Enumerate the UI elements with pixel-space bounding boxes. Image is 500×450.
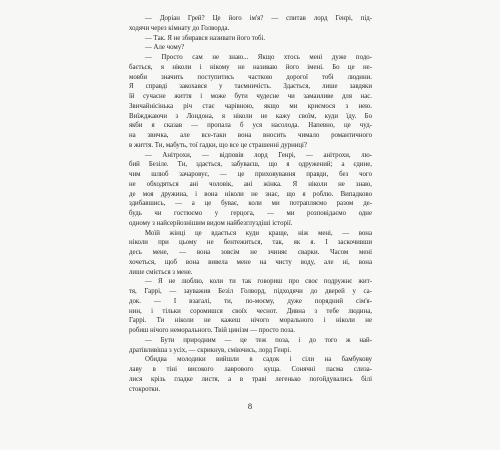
text-line: Обидва молодики вийшли в садок і сіли на бамбукову bbox=[145, 356, 372, 364]
text-line: мовби значить поступитись часткою дорогої тобі людини. bbox=[129, 73, 372, 81]
text-line: ніколи при цьому не бентежиться, так, як я. І заскочивши bbox=[129, 239, 372, 247]
text-line: будь чи гостюємо у герцога, — ми розповідаємо одне bbox=[129, 210, 372, 217]
text-line: — Але чому? bbox=[145, 44, 185, 52]
text-line: десь мене, — вона зовсім не зчиняє сварки. Часом мені bbox=[129, 249, 372, 256]
text-line: стокротки. bbox=[129, 385, 161, 393]
text-line: — Я не люблю, коли ти так говориш про своє подружнє жит- bbox=[145, 278, 372, 286]
text-line: в життя. Ти, мабуть, тої гадки, що все це страшенні дурниці? bbox=[129, 141, 308, 149]
text-line: — Так. Я не збирався називати його тобі. bbox=[145, 34, 266, 42]
text-line: Гаррі. Ти ніколи не кажеш нічого морального і ніколи не bbox=[129, 317, 372, 325]
text-line: якби я сказав — пропала б уся насолода. Напевно, це чуд- bbox=[129, 122, 372, 130]
text-line: на звичка, але все-таки вона вносить чимало романтичного bbox=[129, 132, 372, 139]
text-line: бається, я ніколи і нікому не називаю його імені. Бо це не- bbox=[129, 63, 372, 71]
text-line: здибавшись, — а це буває, коли ми потрапляємо разом де- bbox=[129, 200, 372, 208]
text-line: робиш нічого неморального. Твій цинізм — просто поза. bbox=[129, 327, 295, 334]
text-line: хочеться, щоб вона вивела мене на чисту воду, але ні, вона bbox=[129, 258, 372, 266]
text-line: ходячи через кімнату до Голворда. bbox=[129, 24, 230, 32]
text-line: тя, Гаррі, — зауважив Безіл Голворд, підходячи до дверей у са- bbox=[129, 288, 372, 295]
text-line: лаву в тіні високого лаврового куща. Сонячні пасма слиза- bbox=[129, 366, 372, 373]
text-line: їй сучасне життя і може бути чудесне чи замаиливе для нас. bbox=[129, 93, 372, 100]
text-line: не обходяться ані чоловік, ані жінка. Я ніколи не знаю, bbox=[129, 180, 372, 188]
text-line: де моя дружина, і вона ніколи не знає, що я роблю. Випадково bbox=[129, 190, 372, 198]
text-line: — Анітрохи, — відповів лорд Генрі, — анітрохи, лю- bbox=[145, 151, 372, 159]
body-text bbox=[129, 14, 372, 394]
text-line: бий Безіле. Ти, здається, забуваєш, що я одружений; а єдине, bbox=[129, 161, 372, 169]
text-line: док. — І взагалі, ти, по-моєму, дуже порядний сім'я- bbox=[129, 297, 372, 305]
text-line: — Доріан Грей? Це його ім'я? — спитав лорд Генрі, під- bbox=[145, 15, 372, 22]
text-line: — Бути природним — це теж поза, і до того ж най- bbox=[145, 336, 372, 344]
text-line: Я справді закохався у таємничість. Здається, лише завдяки bbox=[129, 83, 372, 91]
text-line: одному з найсерйознішим видом найбезглуздіші історії. bbox=[129, 219, 293, 227]
text-line: лише сміється з мене. bbox=[129, 268, 193, 276]
text-line: Виїжджаючи з Лондона, я ніколи не кажу своїм, куди їду. Бо bbox=[129, 112, 372, 120]
text-line: — Просто сам не знаю... Якщо хтось мені дуже подо- bbox=[145, 54, 372, 61]
text-line: чим шлюб зачаровує, — це приховування правди, без чого bbox=[129, 171, 372, 178]
text-line: лися крізь гладке листя, а в траві легенько погойдувались білі bbox=[129, 375, 372, 383]
page-number: 8 bbox=[247, 401, 253, 411]
text-line: нин, і тільки соромишся своїх чеснот. Дивна з тебе людина, bbox=[129, 307, 372, 315]
text-line: Звичайнісінька річ стає чарівною, якщо ми криємося з нею. bbox=[129, 102, 372, 110]
text-line: Моїй жінці це вдається куди краще, ніж мені, — вона bbox=[145, 229, 372, 237]
text-line: дратівливіша з усіх, — скрикнув, сміючись, лорд Генрі. bbox=[129, 346, 292, 354]
